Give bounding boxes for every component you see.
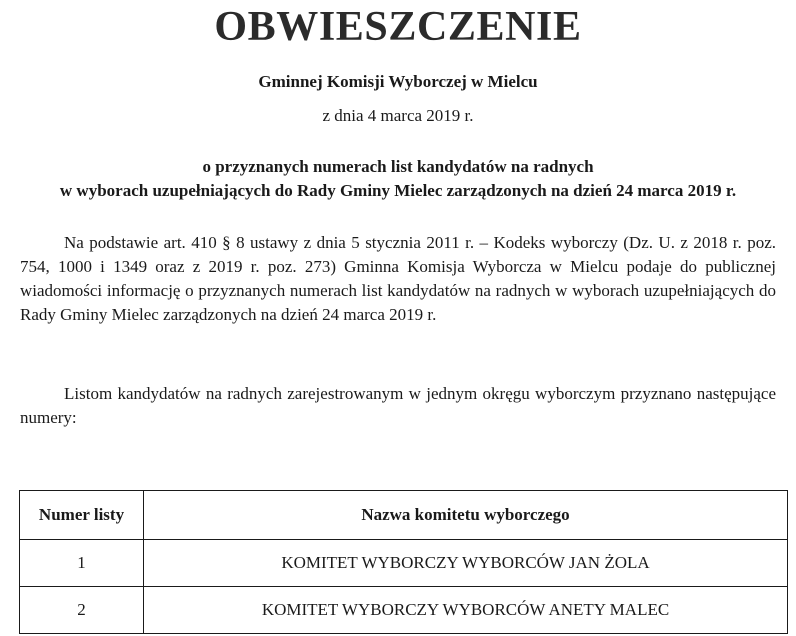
announcement-heading [24,155,772,204]
cell-committee-name: KOMITET WYBORCZY WYBORCÓW ANETY MALEC [144,587,788,634]
table-header-row [20,491,788,540]
issue-date: z dnia 4 marca 2019 r. [322,106,474,126]
announcement-heading-line-2: w wyborach uzupełniających do Rady Gminy Mielec zarządzonych na dzień 24 marca 2019 r. [59,181,737,201]
list-assignment-paragraph: Listom kandydatów na radnych zarejestrowanym w jednym okręgu wyborczym przyznano następujące numery: [20,383,776,427]
cell-list-number: 2 [20,587,144,634]
issuing-authority: Gminnej Komisji Wyborczej w Mielcu [258,72,538,91]
document-body [20,231,776,430]
column-header-committee-name: Nazwa komitetu wyborczego [144,491,788,540]
cell-committee-name: KOMITET WYBORCZY WYBORCÓW JAN ŻOLA [144,540,788,587]
column-header-list-number: Numer listy [20,491,144,540]
table-row [20,540,788,587]
cell-list-number: 1 [20,540,144,587]
announcement-heading-line-1: o przyznanych numerach list kandydatów na radnych [202,156,594,176]
page-title: OBWIESZCZENIE [214,4,582,50]
committee-list-table [19,490,788,634]
legal-basis-paragraph: Na podstawie art. 410 § 8 ustawy z dnia 5 stycznia 2011 r. – Kodeks wyborczy (Dz. U. z 2018 r. poz. 754, 1000 i 1349 oraz z 2019 r. poz. 273) Gminna Komisja Wyborcza w Mielcu podaje do publicznej wiadomości informację o przyznanych numerach list kandydatów na radnych w wyborach uzupełniających do Rady Gminy Mielec zarządzonych na dzień 24 marca 2019 r. [20,233,776,325]
table-row [20,587,788,634]
